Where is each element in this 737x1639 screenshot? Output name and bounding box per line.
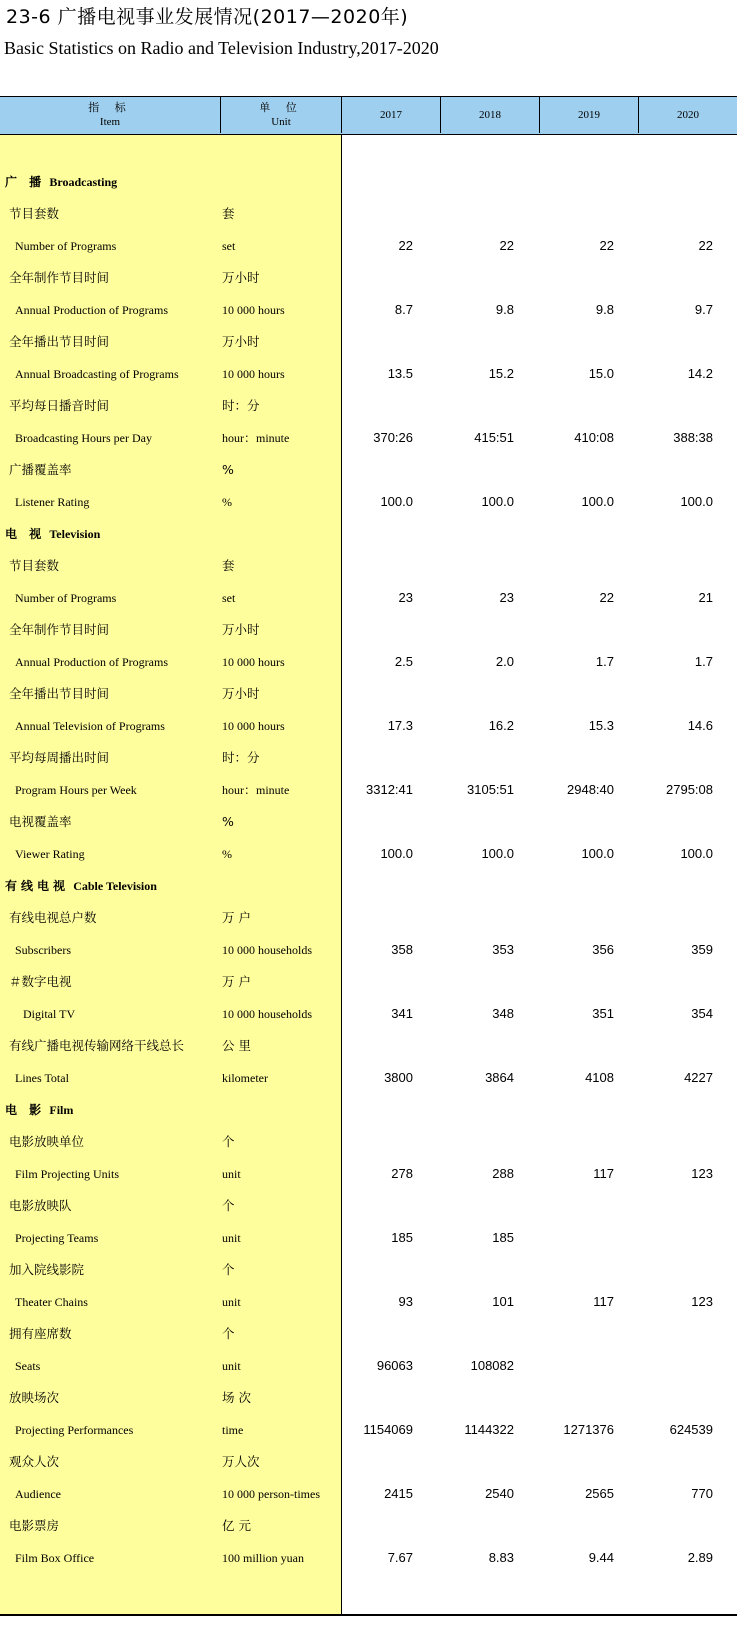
row-item-label: ＃数字电视 — [9, 974, 72, 989]
value-cell-2020: 359 — [691, 942, 713, 957]
header-unit-en: Unit — [271, 116, 291, 128]
value-cell-2017: 7.67 — [387, 1550, 413, 1565]
table-row — [0, 1126, 737, 1158]
value-cell-2019: 22 — [599, 590, 614, 605]
value-cell-2018: 3864 — [485, 1070, 514, 1085]
row-unit-label: 10 000 person-times — [222, 1487, 320, 1501]
row-unit-label: set — [222, 239, 236, 253]
value-cell-2017: 278 — [391, 1166, 413, 1181]
value-cell-2018: 353 — [492, 942, 514, 957]
section-row — [0, 1094, 737, 1126]
table-row — [0, 550, 737, 582]
row-unit-label: unit — [222, 1295, 241, 1309]
table-row — [0, 454, 737, 486]
table-row — [0, 1542, 737, 1574]
value-cell-2018: 100.0 — [481, 494, 514, 509]
value-cell-2017: 100.0 — [380, 494, 413, 509]
row-item-label: Number of Programs — [15, 591, 117, 605]
row-item-label: Annual Production of Programs — [15, 303, 168, 317]
row-unit-label: 个 — [222, 1326, 235, 1341]
row-unit-label: % — [222, 814, 234, 829]
header-item-cn: 指 标 — [88, 101, 132, 114]
row-unit-label: 场 次 — [222, 1390, 251, 1405]
row-unit-label: 个 — [222, 1134, 235, 1149]
value-cell-2019: 1.7 — [595, 654, 614, 669]
value-cell-2017: 370:26 — [373, 430, 413, 445]
value-cell-2017: 17.3 — [387, 718, 413, 733]
row-unit-label: unit — [222, 1231, 241, 1245]
table-row — [0, 1030, 737, 1062]
row-unit-label: 10 000 hours — [222, 303, 285, 317]
table-row — [0, 1286, 737, 1318]
value-cell-2019: 356 — [592, 942, 614, 957]
value-cell-2019: 410:08 — [574, 430, 614, 445]
row-unit-label: 万小时 — [222, 686, 260, 701]
value-cell-2019: 117 — [593, 1166, 614, 1181]
section-title-cn: 有线电视 — [5, 879, 70, 893]
value-cell-2019: 9.44 — [588, 1550, 614, 1565]
table-row — [0, 198, 737, 230]
table-row — [0, 774, 737, 806]
table-row — [0, 582, 737, 614]
value-cell-2017: 93 — [398, 1294, 413, 1309]
value-cell-2019: 1271376 — [563, 1422, 614, 1437]
table-row — [0, 294, 737, 326]
row-item-label: 全年制作节目时间 — [9, 622, 110, 637]
header-year-2017: 2017 — [380, 109, 402, 121]
row-item-label: 广播覆盖率 — [9, 462, 72, 477]
row-item-label: Listener Rating — [15, 495, 90, 509]
value-cell-2019: 100.0 — [581, 494, 614, 509]
row-item-label: 全年制作节目时间 — [9, 270, 110, 285]
table-row — [0, 422, 737, 454]
table-row — [0, 710, 737, 742]
row-item-label: 节目套数 — [9, 206, 60, 221]
table-row — [0, 678, 737, 710]
row-unit-label: time — [222, 1423, 244, 1437]
row-unit-label: hour：minute — [222, 431, 290, 445]
table-row — [0, 358, 737, 390]
value-cell-2020: 388:38 — [673, 430, 713, 445]
table-row — [0, 1254, 737, 1286]
row-item-label: 拥有座席数 — [9, 1326, 72, 1341]
section-title — [5, 518, 100, 550]
row-unit-label: 万 户 — [222, 910, 251, 925]
value-cell-2019: 22 — [599, 238, 614, 253]
row-item-label: Theater Chains — [15, 1295, 88, 1309]
value-cell-2018: 100.0 — [481, 846, 514, 861]
table-title-chinese: 23-6 广播电视事业发展情况(2017—2020年) — [6, 6, 409, 28]
table-row — [0, 1222, 737, 1254]
value-cell-2019: 2565 — [585, 1486, 614, 1501]
table-row — [0, 1510, 737, 1542]
row-unit-label: hour：minute — [222, 783, 290, 797]
value-cell-2020: 123 — [691, 1294, 713, 1309]
section-row — [0, 870, 737, 902]
table-row — [0, 1382, 737, 1414]
row-item-label: 有线电视总户数 — [9, 910, 97, 925]
row-item-label: Audience — [15, 1487, 61, 1501]
value-cell-2020: 9.7 — [694, 302, 713, 317]
table-row — [0, 838, 737, 870]
row-unit-label: 万小时 — [222, 622, 260, 637]
row-item-label: Digital TV — [23, 1007, 76, 1021]
section-row — [0, 518, 737, 550]
row-unit-label: 万小时 — [222, 334, 260, 349]
value-cell-2017: 22 — [398, 238, 413, 253]
row-unit-label: 100 million yuan — [222, 1551, 304, 1565]
row-item-label: Number of Programs — [15, 239, 117, 253]
value-cell-2017: 96063 — [376, 1358, 413, 1373]
row-unit-label: kilometer — [222, 1071, 268, 1085]
row-item-label: Viewer Rating — [15, 847, 85, 861]
row-unit-label: 套 — [222, 206, 235, 221]
row-unit-label: 10 000 households — [222, 1007, 312, 1021]
value-cell-2020: 2795:08 — [666, 782, 713, 797]
table-row — [0, 262, 737, 294]
value-cell-2017: 100.0 — [380, 846, 413, 861]
row-unit-label: % — [222, 847, 232, 861]
value-cell-2020: 624539 — [669, 1422, 713, 1437]
value-cell-2019 — [524, 1350, 614, 1382]
value-cell-2020: 1.7 — [694, 654, 713, 669]
value-cell-2018: 348 — [492, 1006, 514, 1021]
value-cell-2018: 9.8 — [495, 302, 514, 317]
row-unit-label: unit — [222, 1167, 241, 1181]
row-item-label: Lines Total — [15, 1071, 69, 1085]
row-unit-label: 个 — [222, 1262, 235, 1277]
header-year-2019: 2019 — [578, 109, 600, 121]
row-item-label: Projecting Teams — [15, 1231, 99, 1245]
table-row — [0, 1478, 737, 1510]
value-cell-2018: 108082 — [470, 1358, 514, 1373]
row-item-label: Program Hours per Week — [15, 783, 137, 797]
value-cell-2020: 14.2 — [687, 366, 713, 381]
row-item-label: 观众人次 — [9, 1454, 60, 1469]
row-unit-label: % — [222, 495, 232, 509]
table-row — [0, 998, 737, 1030]
value-cell-2017: 3312:41 — [366, 782, 413, 797]
value-cell-2017: 2.5 — [394, 654, 413, 669]
table-row — [0, 934, 737, 966]
value-cell-2020: 4227 — [684, 1070, 713, 1085]
value-cell-2020 — [623, 1350, 713, 1382]
row-unit-label: 万人次 — [222, 1454, 260, 1469]
table-bottom-rule — [0, 1614, 737, 1616]
section-title — [5, 870, 157, 902]
value-cell-2018: 1144322 — [464, 1422, 514, 1437]
row-unit-label: unit — [222, 1359, 241, 1373]
row-item-label: Projecting Performances — [15, 1423, 134, 1437]
table-row — [0, 742, 737, 774]
table-row — [0, 614, 737, 646]
header-year-2020: 2020 — [677, 109, 699, 121]
header-item — [0, 97, 220, 133]
table-row — [0, 902, 737, 934]
value-cell-2018: 3105:51 — [467, 782, 514, 797]
value-cell-2020: 21 — [698, 590, 713, 605]
table-row — [0, 1190, 737, 1222]
row-item-label: 平均每周播出时间 — [9, 750, 110, 765]
header-item-en: Item — [99, 116, 121, 128]
row-item-label: Annual Production of Programs — [15, 655, 168, 669]
value-cell-2018: 8.83 — [488, 1550, 514, 1565]
row-unit-label: 个 — [222, 1198, 235, 1213]
value-cell-2017: 8.7 — [394, 302, 413, 317]
table-header — [0, 96, 737, 135]
value-cell-2018: 101 — [492, 1294, 514, 1309]
value-cell-2018: 2540 — [485, 1486, 514, 1501]
section-title — [5, 166, 117, 198]
value-cell-2018: 288 — [492, 1166, 514, 1181]
value-cell-2020: 770 — [691, 1486, 713, 1501]
section-title-cn: 广 播 — [5, 175, 46, 189]
table-row — [0, 390, 737, 422]
row-item-label: 放映场次 — [9, 1390, 60, 1405]
table-title-english: Basic Statistics on Radio and Television Industry,2017-2020 — [4, 38, 439, 58]
row-unit-label: 10 000 hours — [222, 719, 285, 733]
row-item-label: Annual Broadcasting of Programs — [15, 367, 179, 381]
value-cell-2018: 23 — [499, 590, 514, 605]
row-unit-label: 10 000 households — [222, 943, 312, 957]
header-year-2018: 2018 — [479, 109, 501, 121]
row-item-label: 节目套数 — [9, 558, 60, 573]
row-item-label: 加入院线影院 — [9, 1262, 85, 1277]
value-cell-2017: 358 — [391, 942, 413, 957]
value-cell-2017: 13.5 — [387, 366, 413, 381]
section-row — [0, 166, 737, 198]
section-title-cn: 电 影 — [5, 1103, 46, 1117]
row-item-label: Film Box Office — [15, 1551, 95, 1565]
table-row — [0, 1158, 737, 1190]
row-unit-label: 10 000 hours — [222, 367, 285, 381]
value-cell-2018: 2.0 — [495, 654, 514, 669]
value-cell-2017: 185 — [391, 1230, 413, 1245]
value-cell-2020: 14.6 — [687, 718, 713, 733]
row-item-label: 电影票房 — [9, 1518, 60, 1533]
row-unit-label: 公 里 — [222, 1038, 251, 1053]
value-cell-2017: 2415 — [384, 1486, 413, 1501]
value-cell-2020: 354 — [691, 1006, 713, 1021]
section-title-en: Television — [49, 527, 101, 541]
table-row — [0, 230, 737, 262]
row-item-label: 电影放映单位 — [9, 1134, 85, 1149]
value-cell-2018: 16.2 — [488, 718, 514, 733]
row-unit-label: % — [222, 462, 234, 477]
row-item-label: 电视覆盖率 — [9, 814, 72, 829]
value-cell-2018: 185 — [492, 1230, 514, 1245]
row-item-label: Film Projecting Units — [15, 1167, 120, 1181]
value-cell-2019: 4108 — [585, 1070, 614, 1085]
section-title-cn: 电 视 — [5, 527, 46, 541]
section-title — [5, 1094, 73, 1126]
value-cell-2019: 2948:40 — [567, 782, 614, 797]
row-item-label: 平均每日播音时间 — [9, 398, 110, 413]
row-item-label: 全年播出节目时间 — [9, 334, 110, 349]
table-row — [0, 486, 737, 518]
value-cell-2020: 2.89 — [687, 1550, 713, 1565]
value-cell-2020: 100.0 — [680, 494, 713, 509]
row-unit-label: 万 户 — [222, 974, 251, 989]
value-cell-2019 — [524, 1222, 614, 1254]
table-row — [0, 1318, 737, 1350]
row-unit-label: 时：分 — [222, 398, 260, 413]
value-cell-2017: 1154069 — [363, 1422, 413, 1437]
row-item-label: 电影放映队 — [9, 1198, 72, 1213]
row-item-label: Broadcasting Hours per Day — [15, 431, 152, 445]
row-item-label: 有线广播电视传输网络干线总长 — [9, 1038, 185, 1053]
row-unit-label: set — [222, 591, 236, 605]
row-unit-label: 亿 元 — [222, 1518, 251, 1533]
table-row — [0, 326, 737, 358]
value-cell-2017: 23 — [398, 590, 413, 605]
row-item-label: Seats — [15, 1359, 41, 1373]
row-unit-label: 万小时 — [222, 270, 260, 285]
row-item-label: Annual Television of Programs — [15, 719, 165, 733]
row-item-label: Subscribers — [15, 943, 71, 957]
value-cell-2019: 15.0 — [588, 366, 614, 381]
row-unit-label: 时：分 — [222, 750, 260, 765]
value-cell-2019: 351 — [592, 1006, 614, 1021]
value-cell-2020 — [623, 1222, 713, 1254]
value-cell-2020: 100.0 — [680, 846, 713, 861]
value-cell-2017: 341 — [391, 1006, 413, 1021]
value-cell-2019: 100.0 — [581, 846, 614, 861]
table-row — [0, 1414, 737, 1446]
table-row — [0, 806, 737, 838]
value-cell-2019: 15.3 — [588, 718, 614, 733]
value-cell-2019: 9.8 — [595, 302, 614, 317]
value-cell-2019: 117 — [593, 1294, 614, 1309]
value-cell-2018: 15.2 — [488, 366, 514, 381]
section-title-en: Film — [49, 1103, 74, 1117]
table-row — [0, 966, 737, 998]
row-unit-label: 10 000 hours — [222, 655, 285, 669]
section-title-en: Broadcasting — [49, 175, 118, 189]
table-row — [0, 1350, 737, 1382]
value-cell-2020: 123 — [691, 1166, 713, 1181]
table-row — [0, 1062, 737, 1094]
value-cell-2020: 22 — [698, 238, 713, 253]
value-cell-2018: 415:51 — [474, 430, 514, 445]
value-cell-2017: 3800 — [384, 1070, 413, 1085]
row-item-label: 全年播出节目时间 — [9, 686, 110, 701]
table-row — [0, 646, 737, 678]
header-unit — [221, 97, 341, 133]
section-title-en: Cable Television — [73, 879, 157, 893]
header-unit-cn: 单 位 — [259, 101, 303, 114]
table-row — [0, 1446, 737, 1478]
row-unit-label: 套 — [222, 558, 235, 573]
value-cell-2018: 22 — [499, 238, 514, 253]
